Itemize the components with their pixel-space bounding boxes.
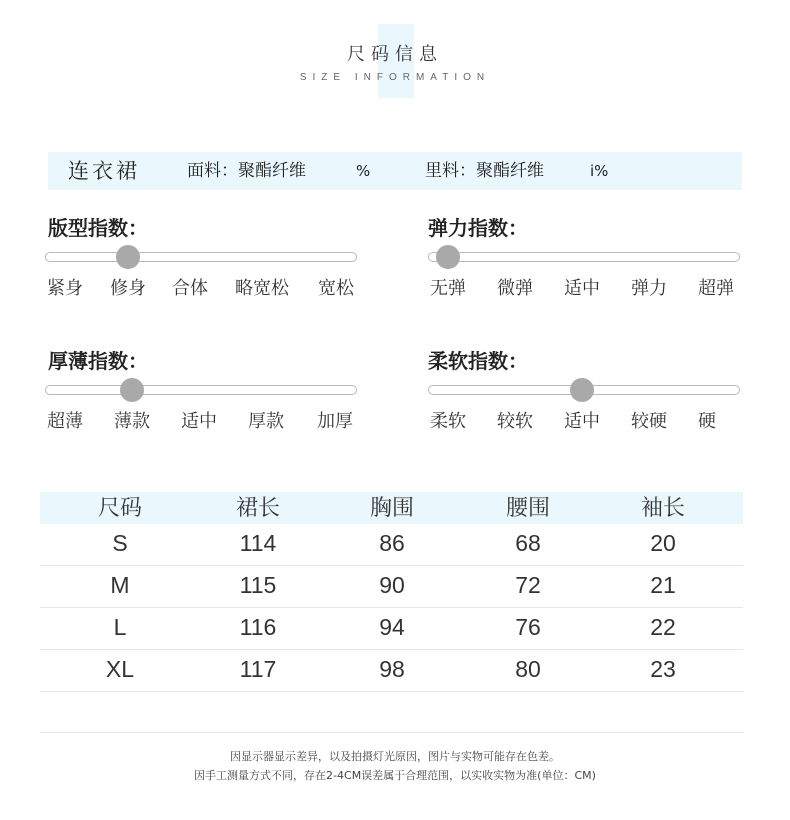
cell-waist: 76 xyxy=(515,614,541,640)
thickness-index-knob xyxy=(120,378,144,402)
cell-size: M xyxy=(110,572,130,598)
thickness-option: 加厚 xyxy=(317,411,353,432)
softness-option: 较硬 xyxy=(631,411,667,432)
thickness-option: 适中 xyxy=(181,411,217,432)
thickness-option: 厚款 xyxy=(248,411,284,432)
stretch-option: 微弹 xyxy=(497,278,533,299)
cell-sleeve-length: 22 xyxy=(650,614,676,640)
cell-waist: 80 xyxy=(515,656,541,682)
cell-dress-length: 117 xyxy=(239,656,277,682)
cell-size: L xyxy=(113,614,127,640)
cell-sleeve-length: 20 xyxy=(650,530,676,556)
table-row xyxy=(40,608,743,650)
fit-option: 修身 xyxy=(110,278,146,299)
cell-bust: 86 xyxy=(379,530,405,556)
cell-bust: 98 xyxy=(379,656,405,682)
header-bust: 胸围 xyxy=(369,496,414,521)
softness-option: 较软 xyxy=(497,411,533,432)
cell-size: S xyxy=(112,530,128,556)
stretch-option: 超弹 xyxy=(698,278,734,299)
fit-option: 紧身 xyxy=(47,278,83,299)
fit-option: 略宽松 xyxy=(235,278,289,299)
garment-type: 连衣裙 xyxy=(68,159,140,183)
header-sleeve-length: 袖长 xyxy=(640,496,685,521)
cell-bust: 94 xyxy=(379,614,405,640)
page-title: 尺码信息 xyxy=(347,44,443,65)
fit-index-title: 版型指数： xyxy=(48,216,148,240)
lining-fabric-percent: i% xyxy=(590,162,609,180)
table-row xyxy=(40,524,743,566)
stretch-option: 无弹 xyxy=(430,278,466,299)
softness-option: 柔软 xyxy=(430,411,466,432)
table-row xyxy=(40,566,743,608)
thickness-index-track xyxy=(45,385,357,395)
thickness-option: 超薄 xyxy=(47,411,83,432)
color-disclaimer: 因显示器显示差异，以及拍摄灯光原因，图片与实物可能存在色差。 xyxy=(230,750,560,763)
stretch-option: 弹力 xyxy=(631,278,667,299)
table-row xyxy=(40,650,743,692)
header-size: 尺码 xyxy=(97,496,142,521)
softness-index-title: 柔软指数： xyxy=(428,349,528,373)
header-waist: 腰围 xyxy=(505,496,550,521)
fit-option: 合体 xyxy=(172,278,208,299)
softness-option: 硬 xyxy=(698,411,716,432)
cell-waist: 68 xyxy=(515,530,541,556)
cell-bust: 90 xyxy=(379,572,405,598)
cell-sleeve-length: 21 xyxy=(650,572,676,598)
table-row-empty xyxy=(40,692,743,733)
size-table xyxy=(40,492,743,733)
thickness-option: 薄款 xyxy=(114,411,150,432)
fit-index-options xyxy=(47,274,367,298)
fit-index-knob xyxy=(116,245,140,269)
stretch-index-knob xyxy=(436,245,460,269)
page-subtitle: SIZE INFORMATION xyxy=(299,72,491,83)
stretch-index-title: 弹力指数： xyxy=(428,216,528,240)
cell-sleeve-length: 23 xyxy=(650,656,676,682)
cell-dress-length: 114 xyxy=(239,530,277,556)
measurement-disclaimer: 因手工测量方式不同，存在2-4CM误差属于合理范围，以实收实物为准(单位：CM) xyxy=(194,769,596,782)
cell-dress-length: 115 xyxy=(239,572,277,598)
shell-fabric-label: 面料：聚酯纤维 xyxy=(187,161,306,181)
lining-fabric-label: 里料：聚酯纤维 xyxy=(425,161,544,181)
size-table-header xyxy=(40,492,743,524)
softness-option: 适中 xyxy=(564,411,600,432)
thickness-index-title: 厚薄指数： xyxy=(48,349,148,373)
softness-index-options xyxy=(430,407,750,431)
fabric-info-bar xyxy=(48,152,742,190)
thickness-index-options xyxy=(47,407,367,431)
stretch-index-options xyxy=(430,274,750,298)
fit-option: 宽松 xyxy=(318,278,354,299)
header-dress-length: 裙长 xyxy=(235,496,280,521)
fit-index-track xyxy=(45,252,357,262)
shell-fabric-percent: % xyxy=(356,162,371,180)
softness-index-knob xyxy=(570,378,594,402)
cell-waist: 72 xyxy=(515,572,541,598)
stretch-index-track xyxy=(428,252,740,262)
stretch-option: 适中 xyxy=(564,278,600,299)
cell-size: XL xyxy=(105,656,135,682)
cell-dress-length: 116 xyxy=(239,614,277,640)
